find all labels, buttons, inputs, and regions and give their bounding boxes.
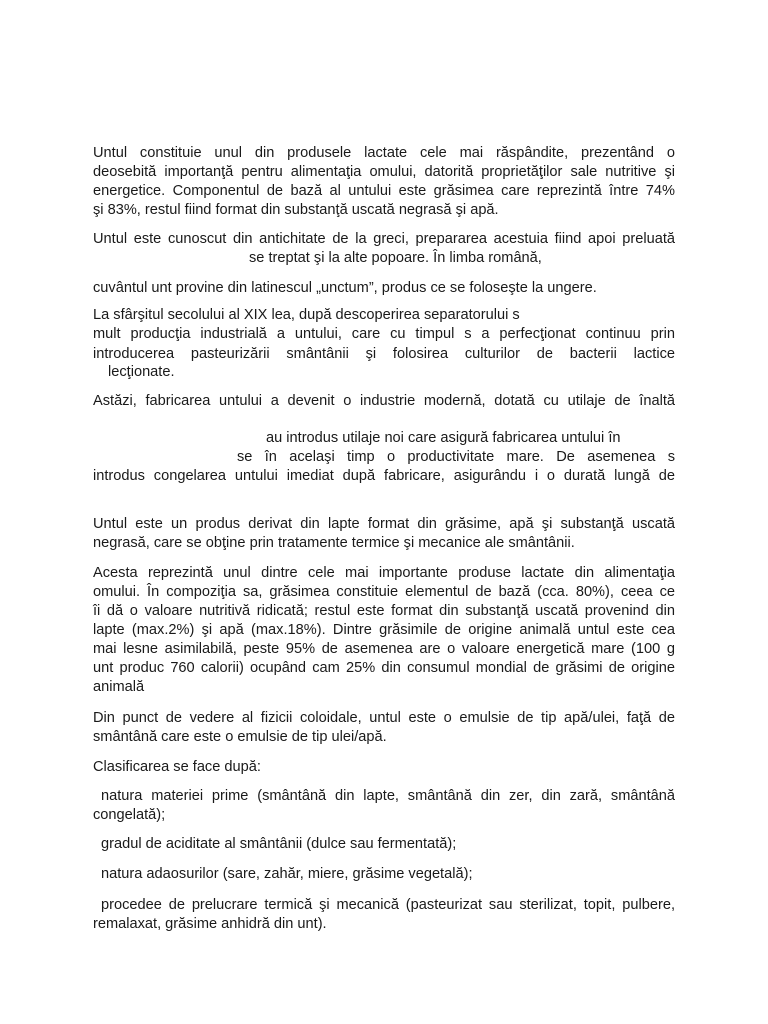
paragraph-4-line-4: lecţionate.: [108, 364, 175, 380]
list-item-4-line-2: remalaxat, grăsime anhidră din unt).: [93, 916, 327, 932]
paragraph-4-line-1: La sfârşitul secolului al XIX lea, după descoperirea separatorului s: [93, 307, 520, 323]
paragraph-8-line-1: Din punct de vedere al fizicii coloidale, untul este o emulsie de tip apă/ulei, faţă de: [93, 710, 675, 726]
paragraph-5-line-1: Astăzi, fabricarea untului a devenit o industrie modernă, dotată cu utilaje de înaltă: [93, 393, 675, 409]
paragraph-4-line-3: introducerea pasteurizării smântânii şi folosirea culturilor de bacterii lactice: [93, 346, 675, 362]
paragraph-2-line-2: se treptat şi la alte popoare. În limba română,: [249, 250, 542, 266]
list-item-4-line-1: procedee de prelucrare termică şi mecanică (pasteurizat sau sterilizat, topit, pulbere,: [101, 897, 675, 913]
paragraph-7-line-1: Acesta reprezintă unul dintre cele mai importante produse lactate din alimentaţia: [93, 565, 675, 581]
list-item-3: natura adaosurilor (sare, zahăr, miere, grăsime vegetală);: [101, 866, 473, 882]
list-item-1-line-1: natura materiei prime (smântână din lapte, smântână din zer, din zară, smântână: [101, 788, 675, 804]
paragraph-1-line-2: deosebită importanţă pentru alimentaţia omului, datorită proprietăţilor sale nutritive şi: [93, 164, 675, 180]
paragraph-6-line-1: Untul este un produs derivat din lapte format din grăsime, apă şi substanţă uscată: [93, 516, 675, 532]
paragraph-4-line-2: mult producţia industrială a untului, care cu timpul s a perfecţionat continuu prin: [93, 326, 675, 342]
paragraph-1-line-4: şi 83%, restul fiind format din substanţă uscată negrasă şi apă.: [93, 202, 499, 218]
paragraph-5-line-3: se în acelaşi timp o productivitate mare. De asemenea s: [237, 449, 675, 465]
paragraph-7-line-5: mai lesne asimilabilă, peste 95% de asemenea are o valoare energetică mare (100 g: [93, 641, 675, 657]
classification-heading: Clasificarea se face după:: [93, 759, 261, 775]
paragraph-1-line-1: Untul constituie unul din produsele lactate cele mai răspândite, prezentând o: [93, 145, 675, 161]
paragraph-8-line-2: smântână care este o emulsie de tip ulei/apă.: [93, 729, 387, 745]
list-item-1-line-2: congelată);: [93, 807, 166, 823]
paragraph-6-line-2: negrasă, care se obţine prin tratamente termice şi mecanice ale smântânii.: [93, 535, 575, 551]
paragraph-7-line-2: omului. În compoziţia sa, grăsimea constituie elementul de bază (cca. 80%), ceea ce: [93, 584, 675, 600]
paragraph-3-line-1: cuvântul unt provine din latinescul „unctum”, produs ce se foloseşte la ungere.: [93, 280, 597, 296]
paragraph-7-line-7: animală: [93, 679, 145, 695]
list-item-2: gradul de aciditate al smântânii (dulce sau fermentată);: [101, 836, 457, 852]
paragraph-5-line-2: au introdus utilaje noi care asigură fabricarea untului în: [266, 430, 621, 446]
paragraph-1-line-3: energetice. Componentul de bază al untului este grăsimea care reprezintă între 74%: [93, 183, 675, 199]
paragraph-7-line-4: lapte (max.2%) şi apă (max.18%). Dintre grăsimile de origine animală untul este cea: [93, 622, 675, 638]
paragraph-2-line-1: Untul este cunoscut din antichitate de la greci, prepararea acestuia fiind apoi preluată: [93, 231, 675, 247]
paragraph-7-line-6: unt produc 760 calorii) ocupând cam 25% din consumul mondial de grăsimi de origine: [93, 660, 675, 676]
paragraph-7-line-3: îi dă o valoare nutritivă ridicată; restul este format din substanţă uscată provenind din: [93, 603, 675, 619]
paragraph-5-line-4: introdus congelarea untului imediat după fabricare, asigurându i o durată lungă de: [93, 468, 675, 484]
